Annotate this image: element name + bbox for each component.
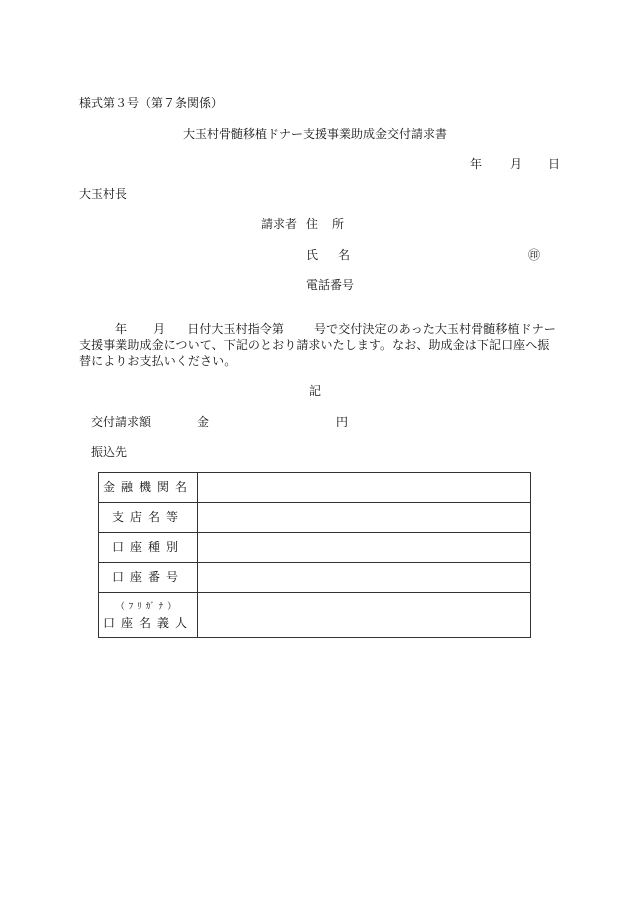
form-number: 様式第３号（第７条関係） [79,96,224,110]
date-day: 日 [548,157,561,171]
phone-label: 電話番号 [306,278,355,292]
date-year: 年 [470,157,483,171]
table-row [99,563,531,593]
ki-heading: 記 [309,384,322,398]
body-month: 月 [153,322,166,336]
account-number-label: 口座番号 [99,563,198,593]
table-row [99,473,531,503]
bank-table [98,472,531,638]
account-holder-label-cell [99,593,198,638]
amount-kin: 金 [197,415,210,429]
body-year: 年 [115,322,128,336]
applicant-label: 請求者 [261,217,298,231]
bank-name-field[interactable] [198,473,531,503]
addressee: 大玉村長 [79,187,128,201]
amount-en: 円 [336,415,349,429]
body-text-1: 日付大玉村指令第 [187,322,285,336]
account-type-field[interactable] [198,533,531,563]
table-row [99,503,531,533]
furigana-label: （ﾌﾘｶﾞﾅ） [115,602,181,612]
date-line [470,156,560,172]
table-row [99,593,531,638]
account-holder-label: 口座名義人 [102,616,193,630]
address-label: 住所 [306,217,359,231]
request-paragraph [79,321,557,369]
transfer-label: 振込先 [91,445,128,459]
table-row [99,533,531,563]
amount-label: 交付請求額 [91,415,152,429]
seal-mark: ㊞ [528,248,541,262]
name-label: 氏名 [306,248,371,262]
bank-name-label: 金融機関名 [99,473,198,503]
branch-field[interactable] [198,503,531,533]
body-text-2: 号で交付決定のあった大玉村骨髄移植ドナー支援事業助成金について、下記のとおり請求いたします。なお、助成金は下記口座へ振替によりお支払いください。 [79,322,556,368]
account-type-label: 口座種別 [99,533,198,563]
account-holder-field[interactable] [198,593,531,638]
account-number-field[interactable] [198,563,531,593]
branch-label: 支店名等 [99,503,198,533]
date-month: 月 [510,157,523,171]
document-title: 大玉村骨髄移植ドナー支援事業助成金交付請求書 [182,127,447,141]
